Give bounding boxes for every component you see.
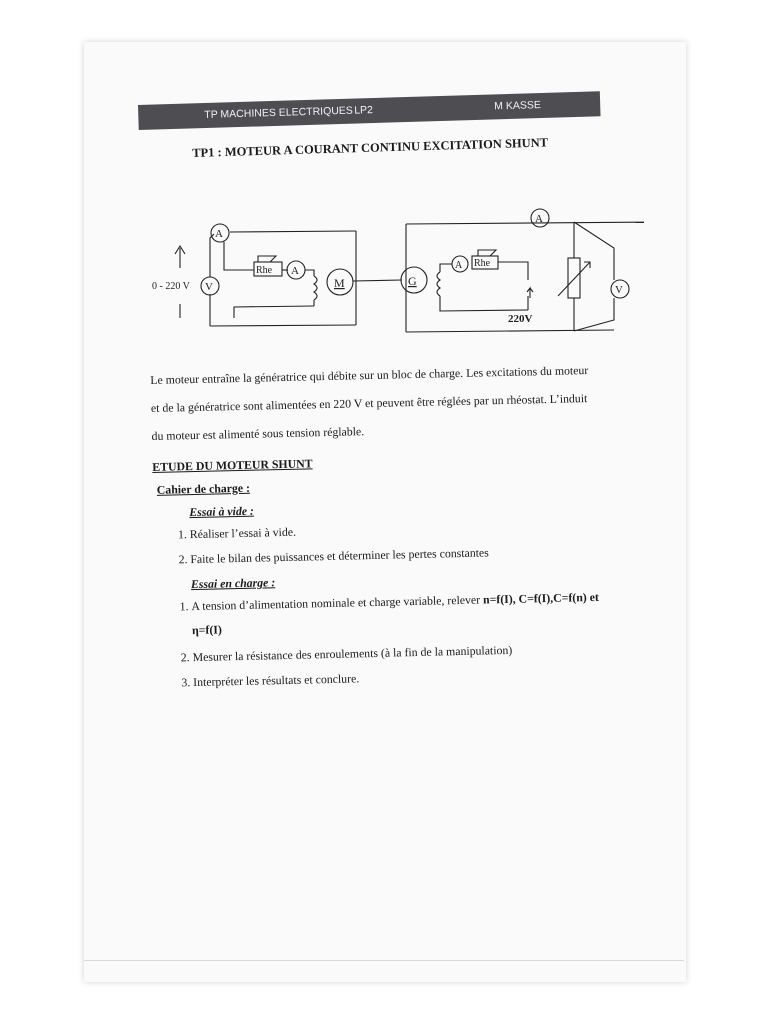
course-label: TP MACHINES ELECTRIQUES <box>204 104 354 122</box>
generator-field-coil <box>437 272 440 296</box>
motor-ammeter-label: A <box>215 228 223 240</box>
list-item: 2. Faite le bilan des puissances et déterminer les pertes constantes <box>190 538 624 570</box>
intro-line-3: du moteur est alimenté sous tension réglable. <box>151 424 365 443</box>
intro-paragraph <box>150 355 622 450</box>
load-adjust-arrow <box>558 262 590 296</box>
generator-exc-ammeter-label: A <box>455 260 463 271</box>
list-item: 2. Mesurer la résistance des enroulements (à la fin de la manipulation) <box>192 636 626 668</box>
generator-label: G <box>408 274 417 288</box>
generator-rheostat-slider <box>478 250 496 256</box>
motor-wire-top <box>230 231 356 232</box>
list-item <box>191 585 626 643</box>
rheostat-slider <box>258 256 276 262</box>
intro-line-1: Le moteur entraîne la génératrice qui débite sur un bloc de charge. Les excitations du moteur <box>150 363 589 387</box>
motor-wire-left-top <box>210 234 214 277</box>
motor-field-coil <box>314 276 317 300</box>
item-text: A tension d’alimentation nominale et charge variable, relever <box>191 592 484 614</box>
document-page <box>84 42 686 982</box>
item-formula: n=f(I), C=f(I),C=f(n) et <box>482 589 599 607</box>
motor-wire-bottom <box>210 325 356 326</box>
item-eta-formula: η=f(I) <box>191 622 222 638</box>
excitation-voltage-label: 220V <box>508 313 533 325</box>
wire-segment <box>440 264 452 272</box>
wire-segment <box>498 262 528 280</box>
essai-charge-heading: Essai en charge : <box>190 575 276 592</box>
body-text <box>150 355 627 697</box>
motor-label: M <box>334 276 345 290</box>
author-label: M KASSE <box>494 99 542 113</box>
list-item: 1. Réaliser l’essai à vide. <box>190 513 624 545</box>
generator-voltmeter-label: V <box>615 284 623 296</box>
page-title: TP1 : MOTEUR A COURANT CONTINU EXCITATION SHUNT <box>192 135 549 160</box>
generator-wire-bottom <box>406 330 614 332</box>
load-resistor <box>568 258 580 298</box>
essai-charge-list <box>155 585 627 694</box>
supply-label: 0 - 220 V <box>152 281 190 292</box>
motor-rheostat-label: Rhe <box>256 265 273 276</box>
header-band <box>138 91 601 130</box>
wire-segment <box>305 270 314 276</box>
level-label: LP2 <box>354 104 374 117</box>
study-heading: ETUDE DU MOTEUR SHUNT <box>152 456 313 474</box>
excitation-ammeter-label: A <box>291 265 299 277</box>
list-item: 3. Interpréter les résultats et conclure. <box>193 661 627 693</box>
essai-vide-heading: Essai à vide : <box>189 503 255 520</box>
generator-wire-top <box>406 222 644 224</box>
shaft-coupling <box>353 280 402 281</box>
cahier-heading: Cahier de charge : <box>156 480 251 497</box>
intro-line-2: et de la génératrice sont alimentées en 220 V et peuvent être réglées par un rhéostat. L’induit <box>150 391 588 415</box>
motor-voltmeter-label: V <box>205 281 213 293</box>
wire-segment <box>440 296 528 311</box>
wire-segment <box>234 306 314 318</box>
circuit-diagram <box>144 200 644 370</box>
footer-rule <box>84 960 684 961</box>
generator-rheostat-label: Rhe <box>474 258 491 269</box>
excitation-wire <box>224 242 254 270</box>
generator-ammeter-label: A <box>535 213 543 225</box>
wire-segment <box>574 298 614 331</box>
essai-vide-list <box>154 513 625 571</box>
